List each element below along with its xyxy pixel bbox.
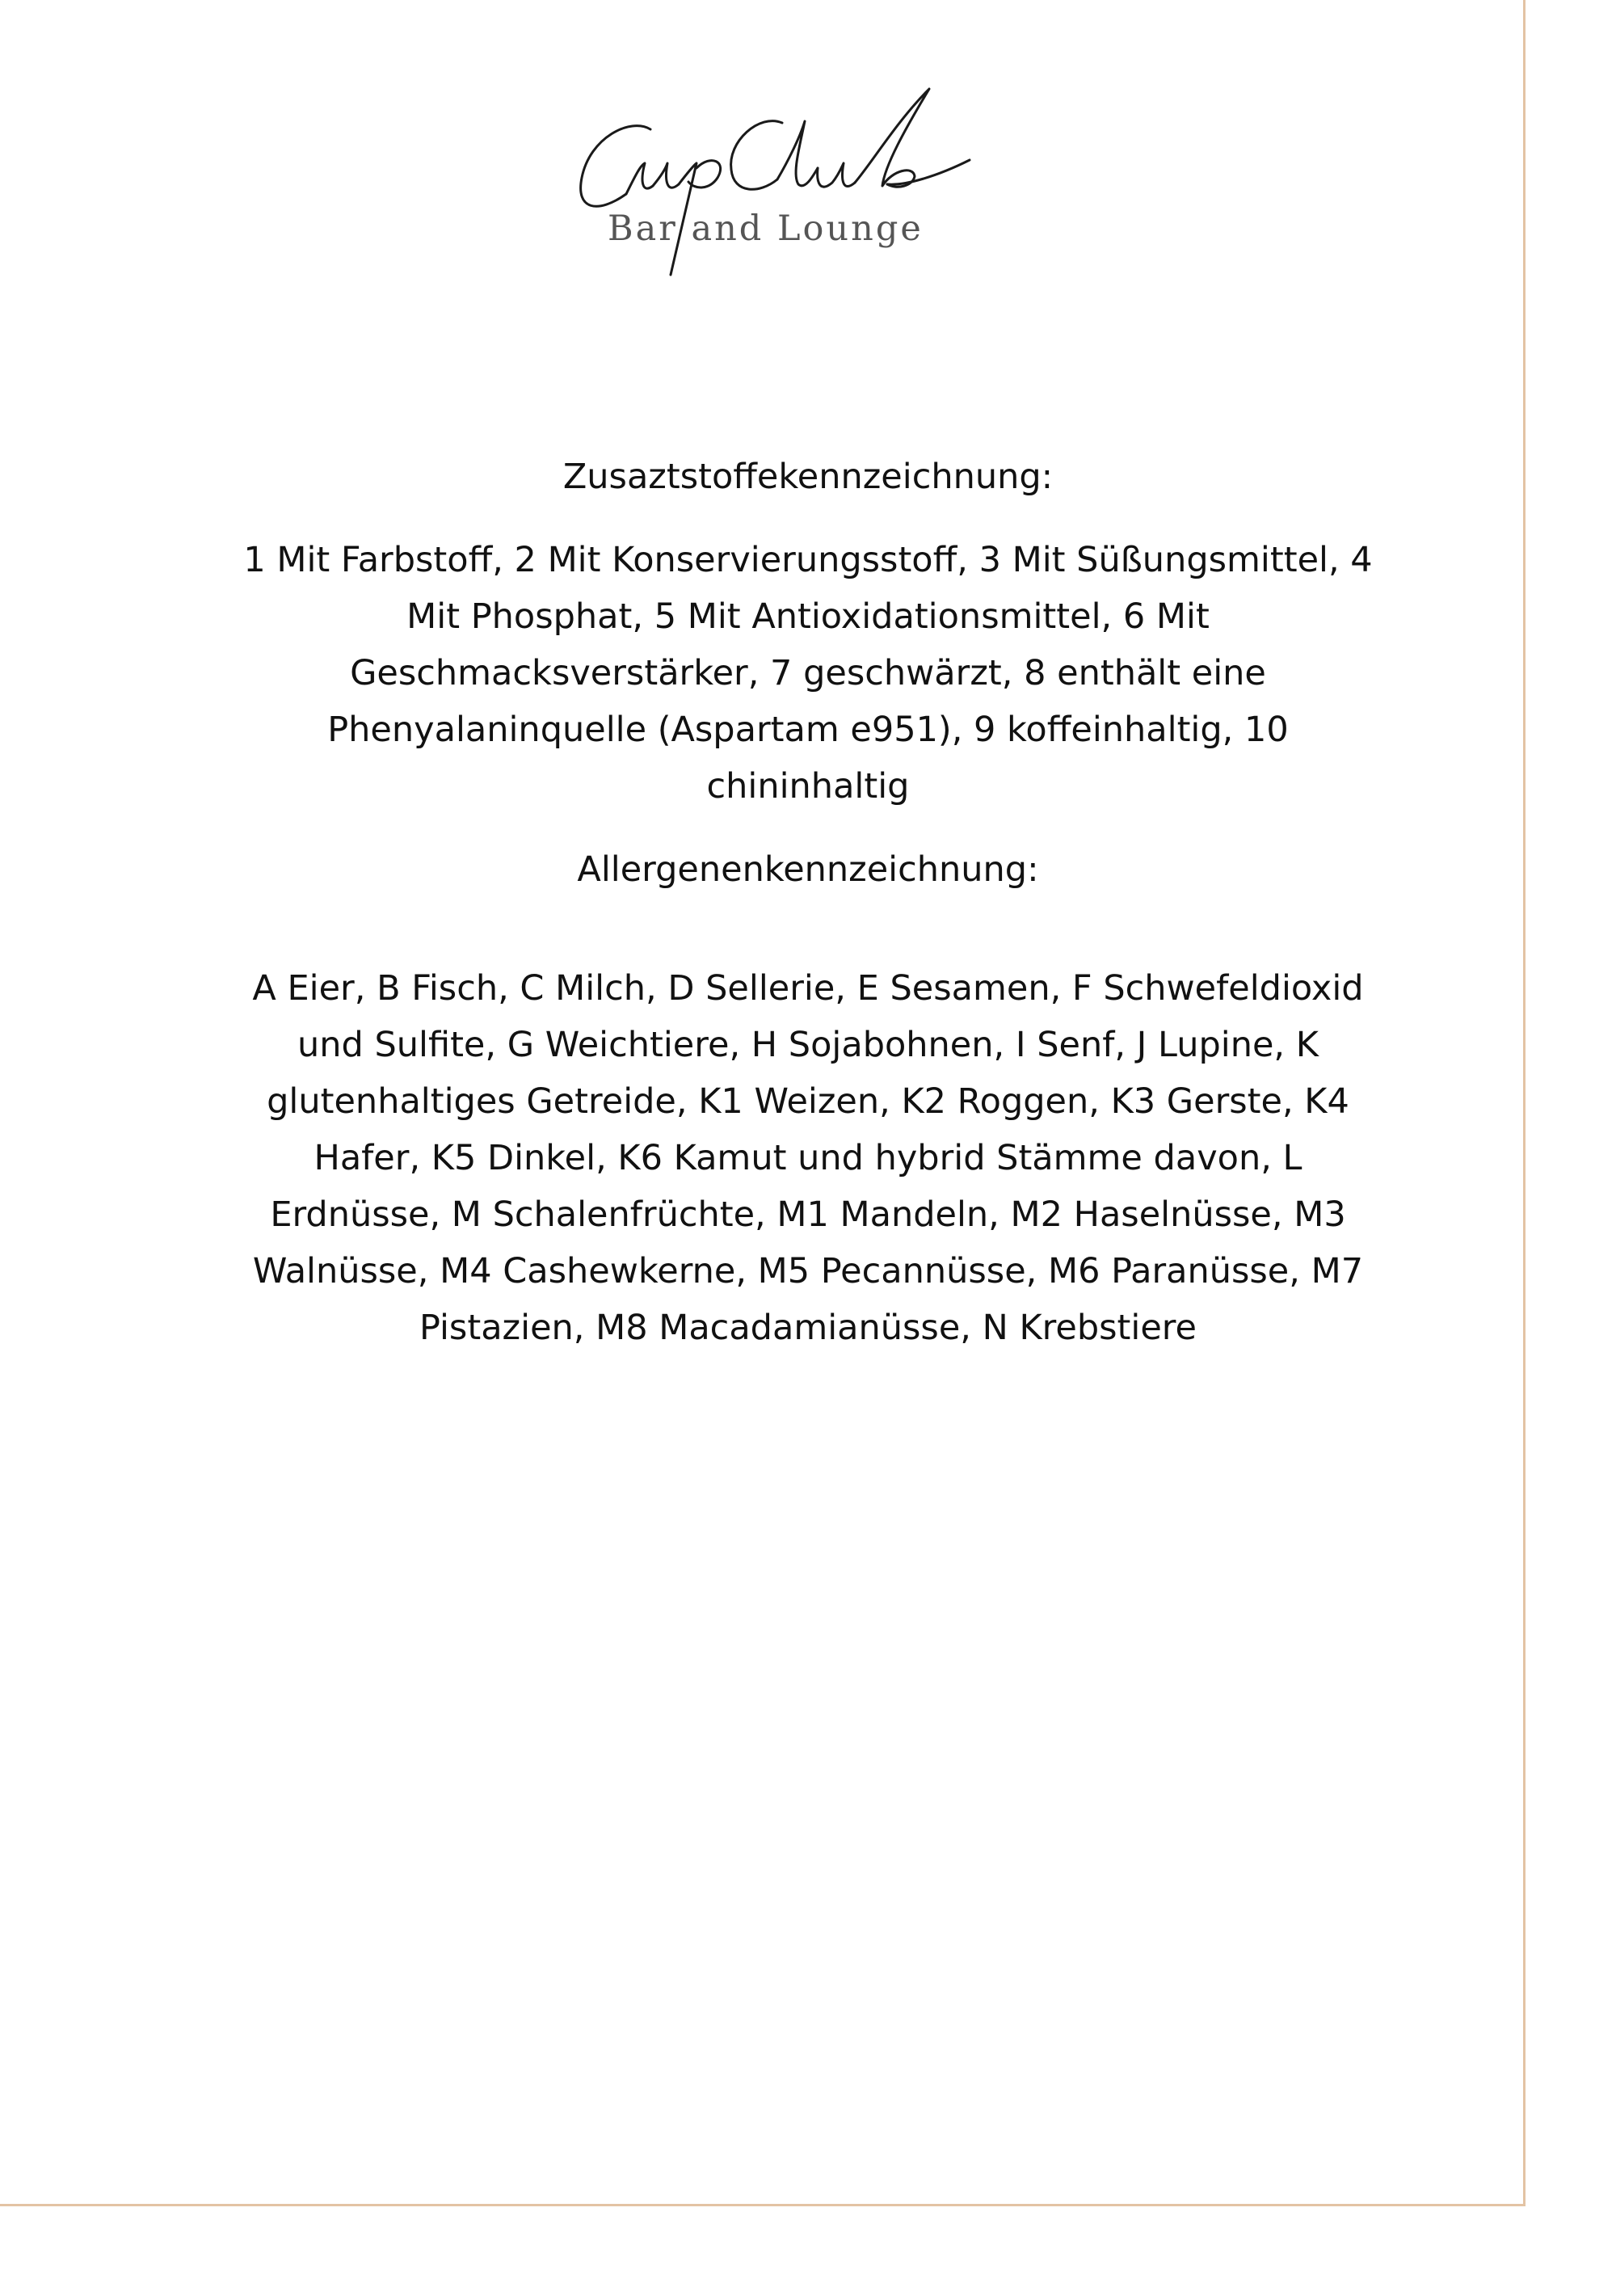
additives-heading: Zusaztstoffekennzeichnung: (562, 457, 1054, 497)
cupclub-logo (566, 73, 1034, 291)
additives-list: 1 Mit Farbstoff, 2 Mit Konservierungsstoff, 3 Mit Süßungsmittel, 4 Mit Phosphat, 5 Mit Antioxidationsmittel, 6 Mit Geschmacksverstärker, 7 geschwärzt, 8 enthält eine Phenyalaninquelle (Aspartam e951), 9 koffeinhaltig, 10 chininhaltig (243, 540, 1373, 807)
allergen-info-content (242, 453, 1374, 1356)
allergens-list: A Eier, B Fisch, C Milch, D Sellerie, E Sesamen, F Schwefeldioxid und Sulfite, G Weichtiere, H Sojabohnen, I Senf, J Lupine, K glutenhaltiges Getreide, K1 Weizen, K2 Roggen, K3 Gerste, K4 Hafer, K5 Dinkel, K6 Kamut und hybrid Stämme davon, L Erdnüsse, M Schalenfrüchte, M1 Mandeln, M2 Haselnüsse, M3 Walnüsse, M4 Cashewkerne, M5 Pecannüsse, M6 Paranüsse, M7 Pistazien, M8 Macadamianüsse, N Krebstiere (252, 968, 1364, 1348)
logo-subtitle: Bar and Lounge (608, 209, 924, 249)
allergens-heading: Allergenenkennzeichnung: (577, 849, 1039, 890)
cupclub-script-logo-mark (566, 73, 1034, 291)
